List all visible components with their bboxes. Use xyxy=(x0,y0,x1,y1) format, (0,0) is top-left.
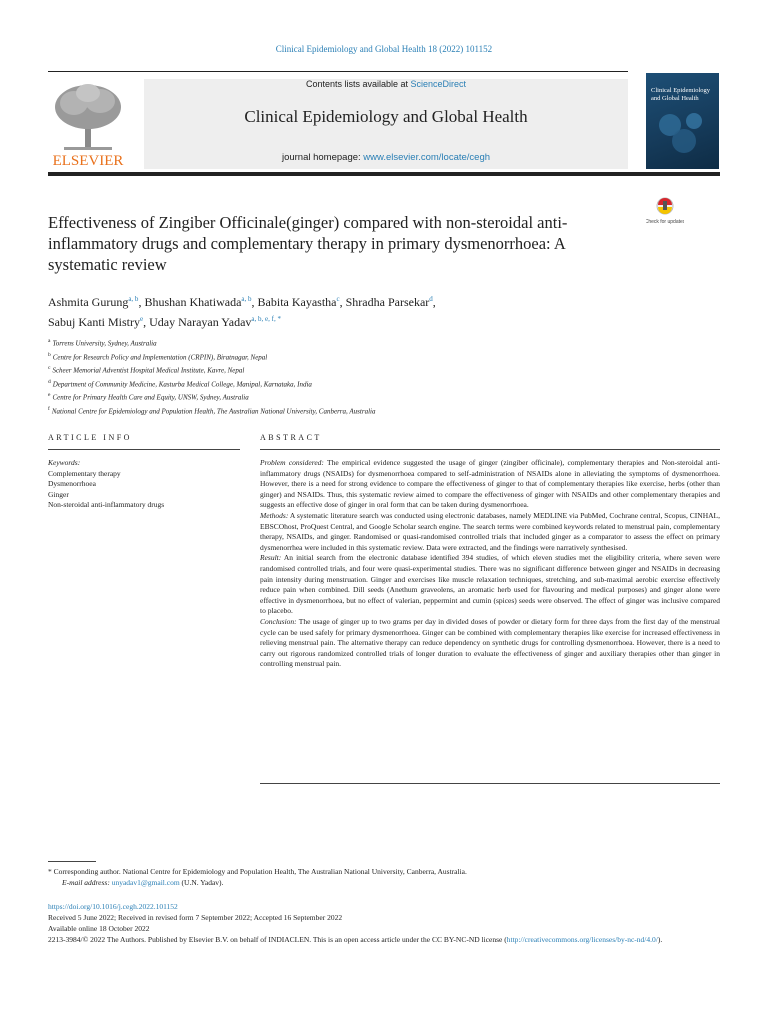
affiliation-text: Department of Community Medicine, Kasturba Medical College, Manipal, Karnataka, India xyxy=(52,379,312,388)
abstract-problem: Problem considered: The empirical evidence suggested the usage of ginger (zingiber officinale), complementary therapies and Non-steroidal anti-inflammatory drugs (NSAIDs) for dysmenorrhoea compared to self-administration of NSAIDs alone in alleviating the symptoms of dysmenorrhoea. However, there is a need for strong evidence to compare the effectiveness of ginger to that of complementary therapies like exercise, herbs (other than ginger) and NSAIDs. Thus, this systematic review aimed to compare the effectiveness of ginger with NSAIDs and other complementary therapies and suggests an effective dose of ginger in oral form that can be taken during dysmenorrhoea. xyxy=(260,458,720,510)
homepage-link[interactable]: www.elsevier.com/locate/cegh xyxy=(363,152,491,163)
article-info-rule xyxy=(48,449,240,450)
license-link[interactable]: http://creativecommons.org/licenses/by-nc-nd/4.0/ xyxy=(506,935,658,944)
affiliation-text: Torrens University, Sydney, Australia xyxy=(52,339,157,348)
author-separator: , xyxy=(432,295,436,309)
email-link[interactable]: unyadav1@gmail.com xyxy=(111,878,180,887)
affiliation-item xyxy=(48,336,688,350)
affiliation-label: b xyxy=(48,351,51,358)
affiliation-label: d xyxy=(48,378,51,385)
abstract-result: Result: An initial search from the electronic database identified 394 studies, of which eleven studies met the eligibility criteria, where seven were randomised controlled trials, and four were quasi-experimental studies. There was no significant difference between ginger and NSAIDs in decreasing pain intensity during menstruation. Ginger and exercises like muscle relaxation techniques, stretching, and sub-maximal aerobic exercise effectively reduce pain when combined. Dill seeds (Anethum graveolens, an aromatic herb used for flavouring and medical purposes) and ginger alone were effective in dysmenorrhoea, but no effect of valerian, peppermint and cumin (spices) seeds were observed. The effect of ginger was inclusive compared to placebo. xyxy=(260,553,720,616)
cover-title: Clinical Epidemiology and Global Health xyxy=(651,87,711,102)
abstract-methods: Methods: A systematic literature search was conducted using electronic databases, namely MEDLINE via PubMed, Cochrane central, Scopus, CINHAL, EBSCOhost, ProQuest Central, and Google Scholar search engine. The search terms were combined keywords related to menstrual pain, complementary therapy, NSAIDs, and ginger. Randomised or quasi-randomised controlled trials that included ginger as a comparator to assess the effect on primary dysmenorrhea were included in this systematic review. Data were extracted, and the findings were narratively synthesised. xyxy=(260,510,720,552)
elsevier-wordmark: ELSEVIER xyxy=(52,153,124,169)
author-name[interactable]: Ashmita Gurung xyxy=(48,295,129,309)
doi-block xyxy=(48,901,720,945)
author-separator: , xyxy=(251,295,258,309)
abstract-conclusion: Conclusion: The usage of ginger up to two grams per day in divided doses of powder or dietary form for three days from the first day of the menstrual cycle can be used safely for primary dysmenorrhoea. Ginger can be combined with complementary therapies like exercise for increased effectiveness in relieving menstrual pain. The alternative therapy can reduce dependency on synthetic drugs for controlling dysmenorrhoea. However, there is a need to carry out rigorous randomized controlled trials of longer duration to evaluate the effectiveness of ginger and auxiliary therapies other than ginger in controlling menstrual pain. xyxy=(260,616,720,669)
affiliation-item xyxy=(48,377,688,391)
doi-link[interactable]: https://doi.org/10.1016/j.cegh.2022.101152 xyxy=(48,902,178,911)
author-affiliation-marks[interactable]: c xyxy=(336,295,340,303)
keywords-block xyxy=(48,458,240,511)
abstract-heading: ABSTRACT xyxy=(260,433,322,442)
elsevier-tree-icon xyxy=(48,79,128,169)
article-info-heading: ARTICLE INFO xyxy=(48,433,132,442)
author-separator: , xyxy=(138,295,145,309)
affiliation-item xyxy=(48,404,688,418)
keyword-item: Ginger xyxy=(48,489,69,499)
header-thick-rule xyxy=(48,172,720,176)
author-name[interactable]: Babita Kayastha xyxy=(257,295,337,309)
keyword-item: Dysmenorrhoea xyxy=(48,479,96,489)
journal-cover xyxy=(646,73,719,169)
article-title: Effectiveness of Zingiber Officinale(ginger) compared with non-steroidal anti-inflammatory drugs and complementary therapy in primary dysmenorrhoea: A systematic review xyxy=(48,213,568,274)
author-name[interactable]: Shradha Parsekar xyxy=(345,295,430,309)
affiliation-label: e xyxy=(48,392,51,399)
abstract-bottom-rule xyxy=(260,783,720,784)
check-for-updates-button[interactable] xyxy=(646,196,684,230)
affiliation-text: Centre for Primary Health Care and Equity, UNSW, Sydney, Australia xyxy=(52,393,249,402)
keyword-item: Complementary therapy xyxy=(48,468,121,478)
author-name[interactable]: Uday Narayan Yadav xyxy=(149,315,252,329)
affiliation-text: National Centre for Epidemiology and Population Health, The Australian National University, Canberra, Australia xyxy=(51,406,376,415)
author-name[interactable]: Sabuj Kanti Mistry xyxy=(48,315,140,329)
available-online: Available online 18 October 2022 xyxy=(48,924,150,933)
author-list xyxy=(48,291,648,331)
author-name[interactable]: Bhushan Khatiwada xyxy=(144,295,242,309)
affiliation-label: c xyxy=(48,365,51,372)
affiliation-list xyxy=(48,336,688,417)
author-affiliation-marks[interactable]: a, b, e, f, * xyxy=(251,315,281,323)
elsevier-logo xyxy=(48,79,128,169)
corresponding-author-note: * Corresponding author. National Centre for Epidemiology and Population Health, The Australian National University, Canberra, Australia. xyxy=(48,867,467,876)
corresponding-footnote xyxy=(48,866,688,888)
author-separator: , xyxy=(339,295,346,309)
homepage-line: journal homepage: www.elsevier.com/locate/cegh xyxy=(281,152,491,163)
affiliation-item xyxy=(48,350,688,364)
running-head: Clinical Epidemiology and Global Health 18 (2022) 101152 xyxy=(275,44,493,54)
author-affiliation-marks[interactable]: e xyxy=(140,315,144,323)
affiliation-text: Centre for Research Policy and Implementation (CRPIN), Biratnagar, Nepal xyxy=(52,352,268,361)
license-statement: 2213-3984/© 2022 The Authors. Published by Elsevier B.V. on behalf of INDIACLEN. This is an open access article under the CC BY-NC-ND license (http://creativecommons.org/licenses/by-nc-nd/4.0/). xyxy=(48,935,663,944)
keywords-label: Keywords: xyxy=(48,458,81,467)
author-affiliation-marks[interactable]: a, b xyxy=(128,295,139,303)
top-rule xyxy=(48,71,628,72)
check-updates-icon xyxy=(646,196,684,230)
received-dates: Received 5 June 2022; Received in revised form 7 September 2022; Accepted 16 September 2022 xyxy=(48,913,343,922)
journal-title: Clinical Epidemiology and Global Health xyxy=(244,107,528,126)
author-affiliation-marks[interactable]: a, b xyxy=(241,295,252,303)
affiliation-label: f xyxy=(48,405,50,412)
author-affiliation-marks[interactable]: d xyxy=(429,295,433,303)
author-separator: , xyxy=(143,315,150,329)
journal-banner xyxy=(144,79,628,169)
affiliation-item xyxy=(48,390,688,404)
abstract-rule xyxy=(260,449,720,450)
affiliation-label: a xyxy=(48,338,51,344)
keyword-item: Non-steroidal anti-inflammatory drugs xyxy=(48,500,165,510)
sciencedirect-link[interactable]: ScienceDirect xyxy=(410,79,467,89)
check-updates-label: Check for updates xyxy=(646,219,684,225)
affiliation-text: Scheer Memorial Adventist Hospital Medical Institute, Kavre, Nepal xyxy=(52,366,245,375)
affiliation-item xyxy=(48,363,688,377)
contents-line: Contents lists available at ScienceDirect xyxy=(305,79,467,89)
cover-artwork-icon xyxy=(646,73,719,169)
abstract-body xyxy=(260,458,720,670)
email-line: E-mail address: unyadav1@gmail.com (U.N. Yadav). xyxy=(62,878,224,887)
footnote-rule xyxy=(48,861,96,862)
